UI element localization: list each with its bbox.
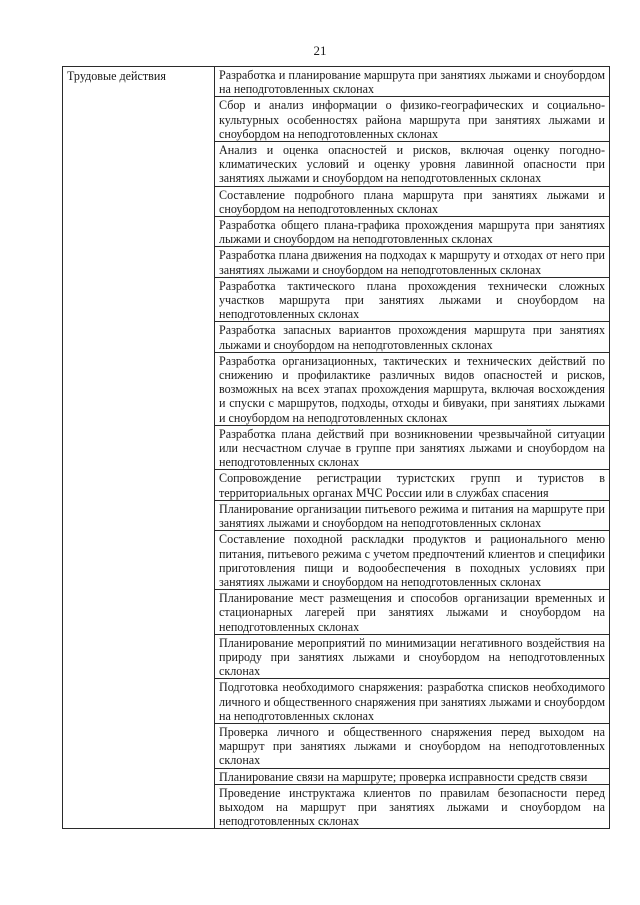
section-label-cell [63,67,215,829]
action-cell: Разработка и планирование маршрута при занятиях лыжами и сноубордом на неподготовленных склонах [215,67,610,97]
action-cell: Планирование организации питьевого режима и питания на маршруте при занятиях лыжами и сноубордом на неподготовленных склонах [215,500,610,530]
action-cell: Разработка общего плана-графика прохождения маршрута при занятиях лыжами и сноубордом на неподготовленных склонах [215,217,610,247]
action-cell: Анализ и оценка опасностей и рисков, включая оценку погодно-климатических условий и оценку уровня лавинной опасности при занятиях лыжами и сноубордом на неподготовленных склонах [215,142,610,187]
action-cell: Разработка запасных вариантов прохождения маршрута при занятиях лыжами и сноубордом на неподготовленных склонах [215,322,610,352]
action-cell: Составление походной раскладки продуктов и рационального меню питания, питьевого режима с учетом предпочтений клиентов и специфики приготовления пищи и водообеспечения в походных условиях при занятиях лыжами и сноубордом на неподготовленных склонах [215,531,610,590]
table-body [63,67,610,829]
action-cell: Проведение инструктажа клиентов по правилам безопасности перед выходом на маршрут при занятиях лыжами и сноубордом на неподготовленных склонах [215,784,610,829]
action-cell: Разработка плана действий при возникновении чрезвычайной ситуации или несчастном случае в группе при занятиях лыжами и сноубордом на неподготовленных склонах [215,425,610,470]
action-cell: Разработка плана движения на подходах к маршруту и отходах от него при занятиях лыжами и сноубордом на неподготовленных склонах [215,247,610,277]
action-cell: Планирование мест размещения и способов организации временных и стационарных лагерей при занятиях лыжами и сноубордом на неподготовленных склонах [215,590,610,635]
action-cell: Сбор и анализ информации о физико-географических и социально-культурных особенностях района маршрута при занятиях лыжами и сноубордом на неподготовленных склонах [215,97,610,142]
page-number: 21 [313,43,327,58]
action-cell: Проверка личного и общественного снаряжения перед выходом на маршрут при занятиях лыжами и сноубордом на неподготовленных склонах [215,723,610,768]
action-cell: Сопровождение регистрации туристских групп и туристов в территориальных органах МЧС России или в службах спасения [215,470,610,500]
section-label: Трудовые действия [67,69,166,83]
labor-actions-table [62,66,610,829]
action-cell: Составление подробного плана маршрута при занятиях лыжами и сноубордом на неподготовленных склонах [215,186,610,216]
action-cell: Разработка организационных, тактических и технических действий по снижению и профилактике различных видов опасностей и рисков, возможных на всех этапах прохождения маршрута, включая восхождения и спуски с маршрутов, подходы, отходы и бивуаки, при занятиях лыжами и сноубордом на неподготовленных склонах [215,352,610,425]
action-cell: Подготовка необходимого снаряжения: разработка списков необходимого личного и общественного снаряжения при занятиях лыжами и сноубордом на неподготовленных склонах [215,679,610,724]
action-cell: Планирование связи на маршруте; проверка исправности средств связи [215,768,610,784]
action-cell: Планирование мероприятий по минимизации негативного воздействия на природу при занятиях лыжами и сноубордом на неподготовленных склонах [215,634,610,679]
table-row [63,67,610,97]
action-cell: Разработка тактического плана прохождения технически сложных участков маршрута при занятиях лыжами и сноубордом на неподготовленных склонах [215,277,610,322]
